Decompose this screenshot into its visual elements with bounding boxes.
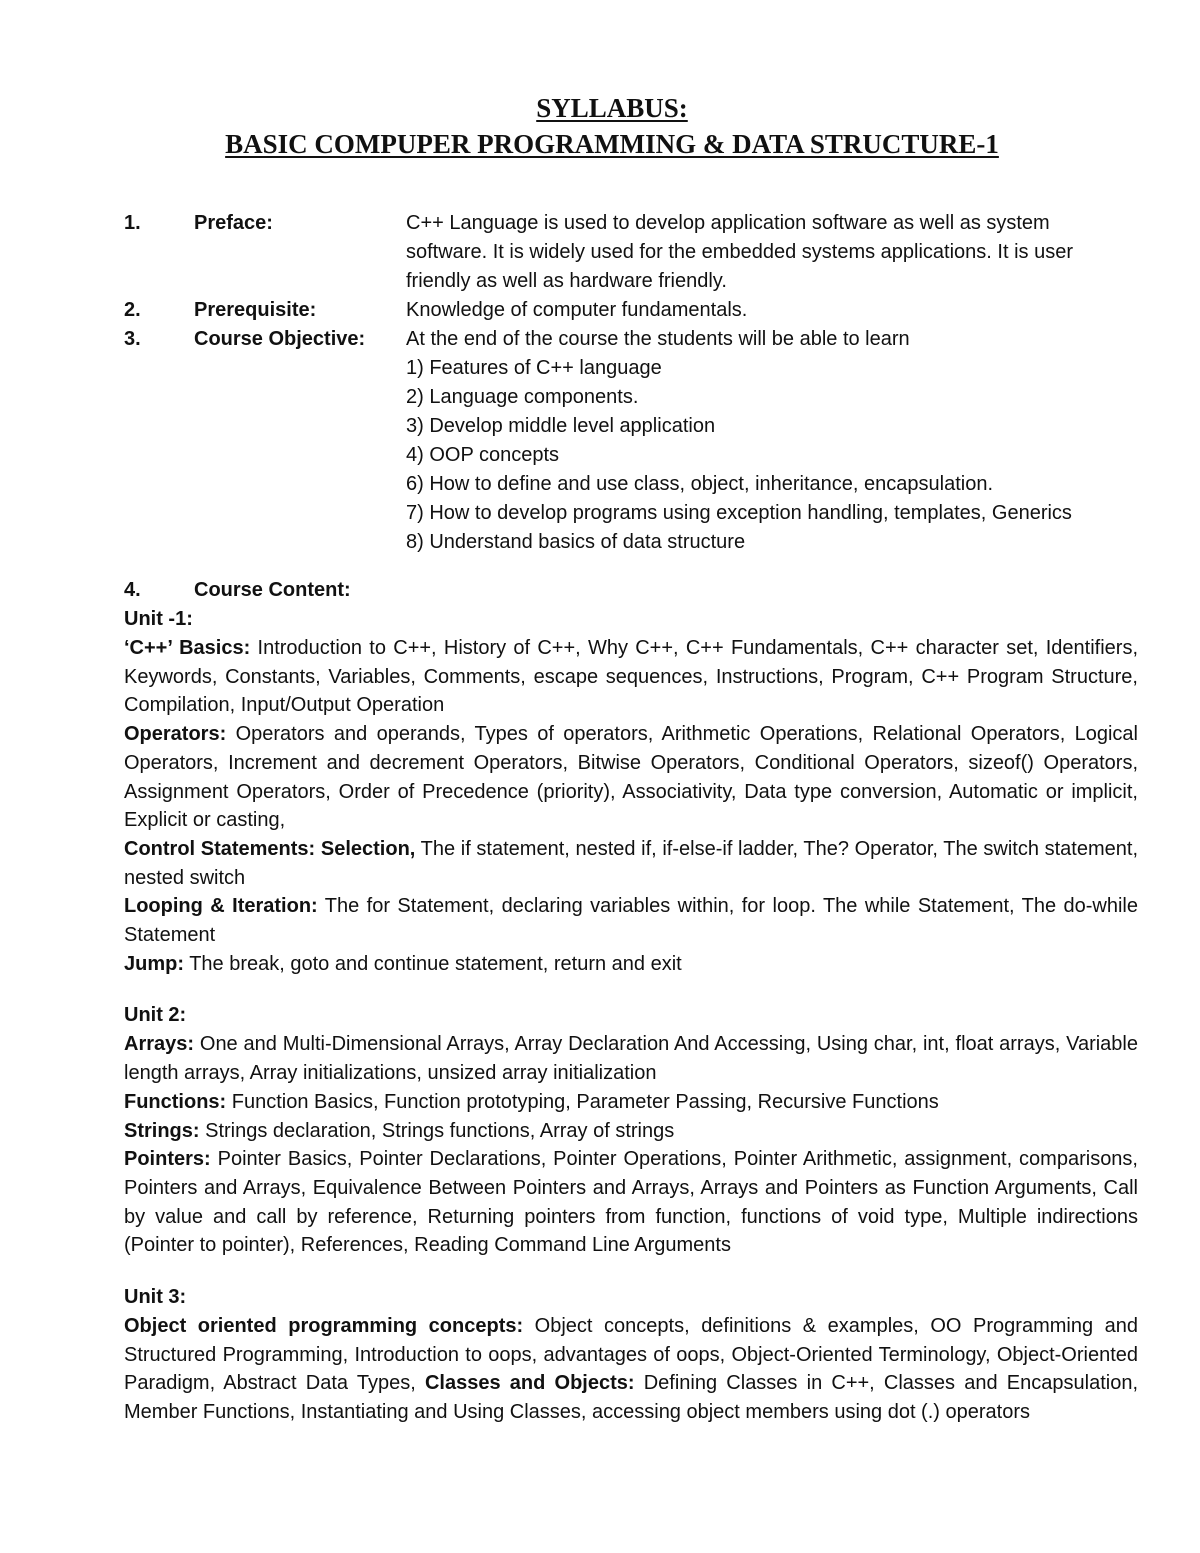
section-number: 2. (124, 299, 141, 321)
topic-label: Looping & Iteration: (124, 895, 318, 918)
topic-label: ‘C++’ Basics: (124, 637, 251, 659)
section-number: 1. (124, 212, 141, 234)
topic-label: Operators: (124, 723, 227, 746)
title-line-1: SYLLABUS: (536, 93, 688, 123)
prerequisite-text: Knowledge of computer fundamentals. (406, 299, 748, 321)
topic-label: Object oriented programming concepts: (124, 1315, 524, 1338)
topic-text: One and Multi-Dimensional Arrays, Array Declaration And Accessing, Using char, int, float arrays, Variable length arrays, Array initializations, unsized array initialization (124, 1033, 1138, 1085)
topic-text: Defining Classes in C++, Classes and Encapsulation, Member Functions, Instantiating and Using Classes, accessing object members using dot (.) operators (124, 1372, 1139, 1424)
objective-item: 6) How to define and use class, object, inheritance, encapsulation. (406, 473, 994, 495)
topic-text: Pointer Basics, Pointer Declarations, Pointer Operations, Pointer Arithmetic, assignment, comparisons, Pointers and Arrays, Equivalence Between Pointers and Arrays, Arrays and Pointers as Function Arguments, Call by value and call by reference, Returning pointers from function, functions of void type, Multiple indirections (Pointer to pointer), References, Reading Command Line Arguments (124, 1148, 1138, 1257)
topic-text: Operators and operands, Types of operators, Arithmetic Operations, Relational Operators, Logical Operators, Increment and decrement Operators, Bitwise Operators, Conditional Operators, sizeof() Operators, Assignment Operators, Order of Precedence (priority), Associativity, Data type conversion, Automatic or implicit, Explicit or casting, (124, 723, 1138, 832)
unit-3-oop (124, 1312, 1138, 1427)
topic-label: Classes and Objects: (424, 1372, 635, 1395)
topic-label: Functions: (124, 1090, 227, 1113)
topic-text: The break, goto and continue statement, return and exit (184, 952, 682, 975)
unit-1-basics (124, 634, 1138, 720)
objective-item: 8) Understand basics of data structure (406, 531, 746, 553)
topic-text: The if statement, nested if, if-else-if ladder, The? Operator, The switch statement, nested switch (124, 837, 1138, 889)
objective-item: 2) Language components. (406, 386, 639, 408)
objective-item: 1) Features of C++ language (406, 357, 662, 379)
objective-intro: At the end of the course the students will be able to learn (406, 328, 910, 350)
section-label: Course Objective: (194, 328, 366, 350)
topic-label: Strings: (124, 1119, 200, 1142)
unit-3-title: Unit 3: (124, 1286, 187, 1309)
unit-2-pointers (124, 1145, 1138, 1260)
topic-text: Object concepts, definitions & examples, OO Programming and Structured Programming, Introduction to oops, advantages of oops, Object-Oriented Terminology, Object-Oriented Paradigm, Abstract Data Types, (124, 1315, 1138, 1395)
topic-label: Pointers: (124, 1148, 211, 1171)
topic-label: Control Statements: Selection, (124, 837, 416, 860)
topic-text: Function Basics, Function prototyping, Parameter Passing, Recursive Functions (226, 1090, 939, 1113)
objective-item: 3) Develop middle level application (406, 415, 716, 437)
topic-text: The for Statement, declaring variables within, for loop. The while Statement, The do-while Statement (124, 895, 1138, 947)
section-number: 4. (124, 579, 141, 601)
section-label: Course Content: (194, 579, 351, 601)
prerequisite-section (124, 296, 1138, 325)
unit-1-jump (124, 950, 1138, 979)
objective-item: 4) OOP concepts (406, 444, 560, 466)
document-title (0, 90, 1200, 162)
topic-label: Jump: (124, 952, 184, 975)
section-number: 3. (124, 328, 141, 350)
unit-2-strings (124, 1117, 1138, 1146)
section-label: Prerequisite: (194, 299, 317, 321)
objective-item: 7) How to develop programs using exception handling, templates, Generics (406, 502, 1072, 524)
unit-2-title: Unit 2: (124, 1004, 187, 1027)
preface-section (124, 209, 1138, 296)
topic-label: Arrays: (124, 1033, 195, 1056)
title-line-2: BASIC COMPUPER PROGRAMMING & DATA STRUCTURE-1 (225, 129, 999, 159)
unit-2-arrays (124, 1030, 1138, 1087)
topic-text: Strings declaration, Strings functions, Array of strings (199, 1119, 675, 1142)
unit-1-title: Unit -1: (124, 608, 193, 630)
unit-1-operators (124, 720, 1138, 835)
preface-line: software. It is widely used for the embedded systems applications. It is user (406, 241, 1073, 263)
preface-line: C++ Language is used to develop application software as well as system (406, 212, 1050, 234)
unit-1-looping (124, 892, 1138, 949)
unit-1-control (124, 835, 1138, 892)
preface-line: friendly as well as hardware friendly. (406, 270, 727, 292)
section-label: Preface: (194, 212, 273, 234)
course-content (124, 576, 1138, 1427)
objective-section (124, 325, 1138, 557)
unit-2-functions (124, 1088, 1138, 1117)
topic-text: Introduction to C++, History of C++, Why C++, C++ Fundamentals, C++ character set, Identifiers, Keywords, Constants, Variables, Comments, escape sequences, Instructions, Program, C++ Program Structure, Compilation, Input/Output Operation (124, 637, 1138, 717)
